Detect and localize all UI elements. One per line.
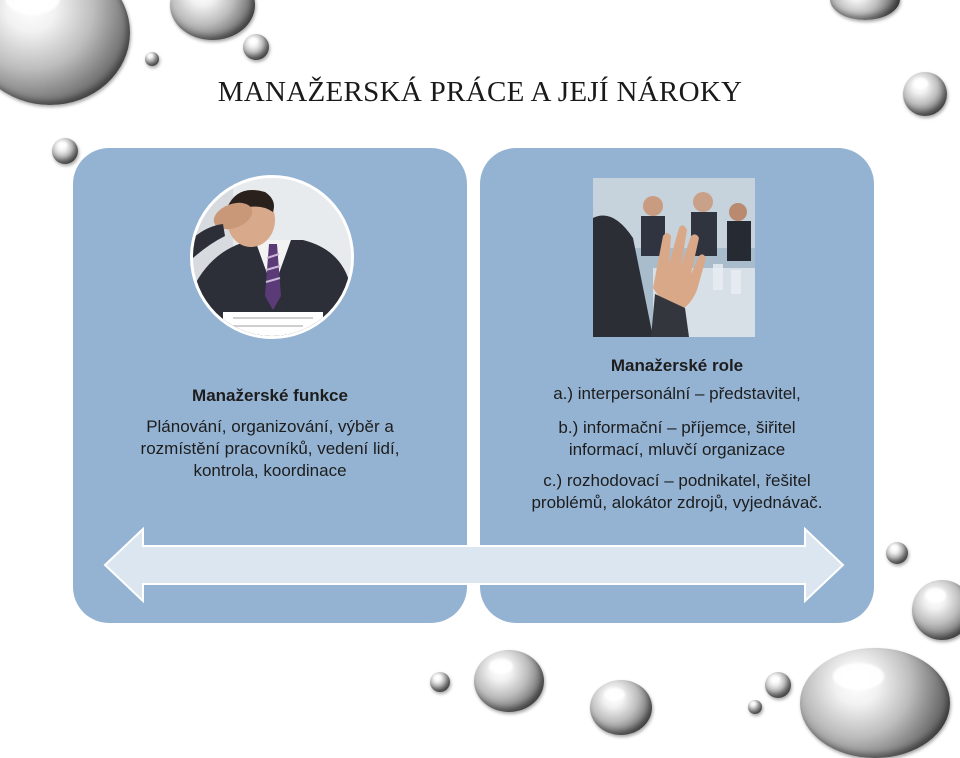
water-drop-decoration	[430, 672, 450, 692]
water-drop-decoration	[145, 52, 159, 66]
left-panel-text-line: rozmístění pracovníků, vedení lidí,	[140, 439, 400, 458]
water-drop-decoration	[886, 542, 908, 564]
water-drop-decoration	[748, 700, 762, 714]
water-drop-decoration	[590, 680, 652, 735]
water-drop-decoration	[474, 650, 544, 712]
water-drop-decoration	[170, 0, 255, 40]
left-panel-text-line: Plánování, organizování, výběr a	[146, 417, 394, 436]
slide-title: MANAŽERSKÁ PRÁCE A JEJÍ NÁROKY	[217, 76, 743, 108]
water-drop-decoration	[765, 672, 791, 698]
role-item-informational-cont: informací, mluvčí organizace	[568, 440, 786, 459]
role-item-decisional: c.) rozhodovací – podnikatel, řešitel	[543, 471, 811, 490]
right-panel-heading: Manažerské role	[610, 356, 744, 375]
left-panel-text-line: kontrola, koordinace	[193, 461, 347, 480]
role-item-decisional-cont: problémů, alokátor zdrojů, vyjednávač.	[531, 493, 823, 512]
water-drop-decoration	[912, 580, 960, 640]
water-drop-decoration	[52, 138, 78, 164]
role-item-interpersonal: a.) interpersonální – představitel,	[553, 384, 801, 403]
water-drop-decoration	[243, 34, 269, 60]
stressed-businessman-photo-icon	[190, 175, 354, 339]
left-panel-heading: Manažerské funkce	[192, 386, 348, 405]
double-headed-arrow-icon	[103, 527, 845, 603]
water-drop-decoration	[800, 648, 950, 758]
water-drop-decoration	[830, 0, 900, 20]
meeting-hand-raised-photo-icon	[593, 178, 755, 337]
role-item-informational: b.) informační – příjemce, šiřitel	[558, 418, 796, 437]
